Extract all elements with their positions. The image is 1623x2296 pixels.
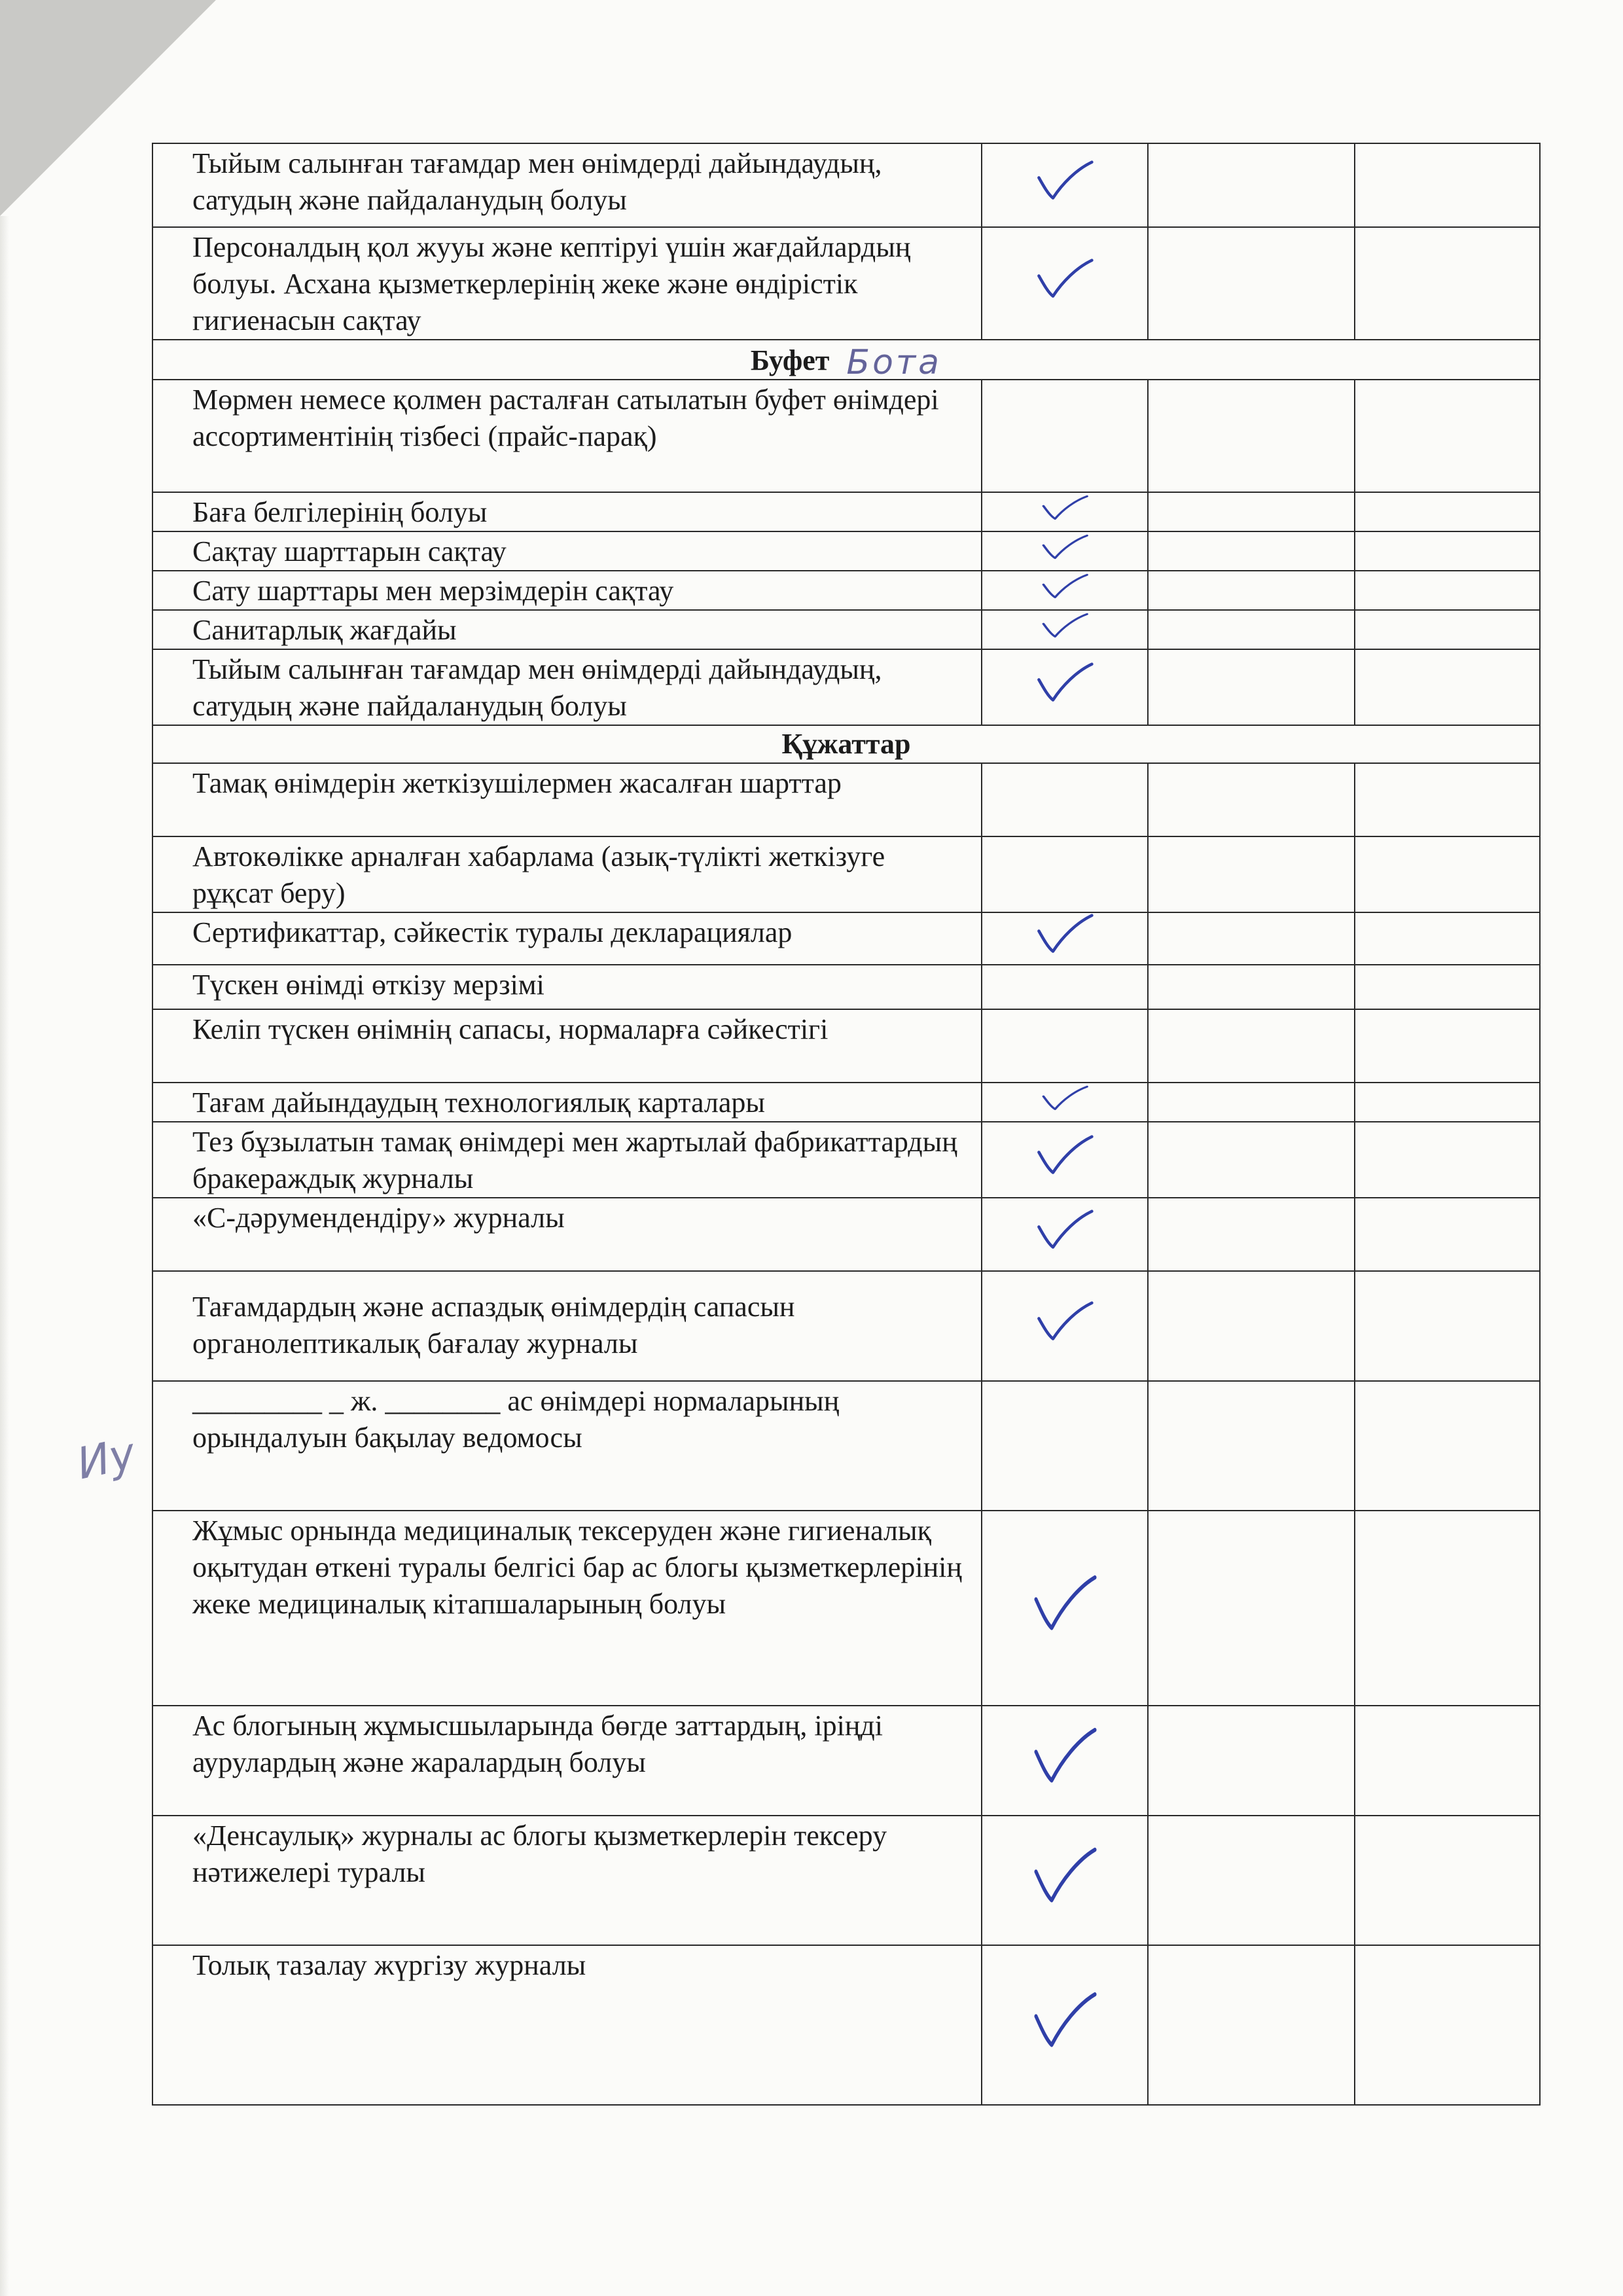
empty-cell xyxy=(1355,1009,1540,1083)
check-cell xyxy=(982,380,1148,492)
item-text: Сертификаттар, сәйкестік туралы декларациялар xyxy=(152,912,982,965)
check-mark-icon xyxy=(1032,1727,1097,1785)
scan-shadow-edge xyxy=(0,216,9,2296)
empty-cell xyxy=(1148,649,1355,725)
item-text: Тыйым салынған тағамдар мен өнімдерді дайындаудың, сатудың және пайдаланудың болуы xyxy=(152,143,982,227)
item-text: Тағам дайындаудың технологиялық карталары xyxy=(152,1083,982,1122)
check-cell xyxy=(982,227,1148,340)
empty-cell xyxy=(1355,965,1540,1009)
empty-cell xyxy=(1355,1706,1540,1816)
empty-cell xyxy=(1355,912,1540,965)
check-cell xyxy=(982,571,1148,610)
table-row xyxy=(152,143,1540,227)
empty-cell xyxy=(1148,1083,1355,1122)
table-row xyxy=(152,1083,1540,1122)
check-mark-icon xyxy=(1035,1209,1094,1251)
section-header-row xyxy=(152,725,1540,763)
empty-cell xyxy=(1355,1511,1540,1706)
table-row xyxy=(152,912,1540,965)
item-text: «Денсаулық» журналы ас блогы қызметкерлерін тексеру нәтижелері туралы xyxy=(152,1816,982,1945)
empty-cell xyxy=(1148,1198,1355,1271)
check-mark-icon xyxy=(1041,1085,1089,1111)
empty-cell xyxy=(1148,610,1355,649)
empty-cell xyxy=(1355,763,1540,836)
check-cell xyxy=(982,492,1148,531)
check-cell xyxy=(982,649,1148,725)
check-mark-icon xyxy=(1035,662,1094,704)
empty-cell xyxy=(1355,380,1540,492)
check-cell xyxy=(982,1122,1148,1198)
empty-cell xyxy=(1355,1198,1540,1271)
check-mark-icon xyxy=(1035,160,1094,202)
item-text: Персоналдың қол жууы және кептіруі үшін жағдайлардың болуы. Асхана қызметкерлерінің жеке және өндірістік гигиенасын сақтау xyxy=(152,227,982,340)
check-mark-icon xyxy=(1035,913,1094,955)
check-cell xyxy=(982,143,1148,227)
empty-cell xyxy=(1355,649,1540,725)
section-title xyxy=(152,340,1540,380)
empty-cell xyxy=(1355,227,1540,340)
check-mark-icon xyxy=(1032,1991,1097,2050)
check-cell xyxy=(982,965,1148,1009)
empty-cell xyxy=(1355,1945,1540,2105)
table-row xyxy=(152,1816,1540,1945)
empty-cell xyxy=(1355,1122,1540,1198)
item-text: Түскен өнімді өткізу мерзімі xyxy=(152,965,982,1009)
empty-cell xyxy=(1148,380,1355,492)
table-row xyxy=(152,1945,1540,2105)
check-cell xyxy=(982,531,1148,571)
empty-cell xyxy=(1355,531,1540,571)
section-header-row xyxy=(152,340,1540,380)
empty-cell xyxy=(1148,836,1355,912)
item-text: «С-дәрумендендіру» журналы xyxy=(152,1198,982,1271)
checklist-table xyxy=(152,143,1541,2106)
empty-cell xyxy=(1355,1381,1540,1511)
check-mark-icon xyxy=(1035,1134,1094,1176)
check-mark-icon xyxy=(1041,613,1089,639)
item-text: Тыйым салынған тағамдар мен өнімдерді дайындаудың, сатудың және пайдаланудың болуы xyxy=(152,649,982,725)
item-text: Жұмыс орнында медициналық тексеруден және гигиеналық оқытудан өткені туралы белгісі бар ас блогы қызметкерлерінің жеке медициналық кітапшаларының болуы xyxy=(152,1511,982,1706)
empty-cell xyxy=(1355,1083,1540,1122)
check-cell xyxy=(982,1511,1148,1706)
table-row xyxy=(152,380,1540,492)
check-cell xyxy=(982,1083,1148,1122)
check-mark-icon xyxy=(1041,534,1089,560)
table-row xyxy=(152,836,1540,912)
item-text: Сату шарттары мен мерзімдерін сақтау xyxy=(152,571,982,610)
section-title-text: Құжаттар xyxy=(781,728,911,760)
table-row xyxy=(152,1198,1540,1271)
section-title-text: Буфет xyxy=(750,344,830,376)
empty-cell xyxy=(1148,1381,1355,1511)
table-row xyxy=(152,571,1540,610)
check-mark-icon xyxy=(1035,258,1094,300)
handwritten-annotation: Бота xyxy=(846,343,942,382)
empty-cell xyxy=(1148,1816,1355,1945)
item-text: Тамақ өнімдерін жеткізушілермен жасалған шарттар xyxy=(152,763,982,836)
handwritten-margin-note: Иу xyxy=(72,1427,140,1490)
table-row xyxy=(152,1009,1540,1083)
table-row xyxy=(152,531,1540,571)
item-text: Автокөлікке арналған хабарлама (азық-түлікті жеткізуге рұқсат беру) xyxy=(152,836,982,912)
item-text: Келіп түскен өнімнің сапасы, нормаларға сәйкестігі xyxy=(152,1009,982,1083)
empty-cell xyxy=(1148,1945,1355,2105)
check-cell xyxy=(982,1816,1148,1945)
empty-cell xyxy=(1148,571,1355,610)
empty-cell xyxy=(1355,1271,1540,1381)
item-text: Мөрмен немесе қолмен расталған сатылатын буфет өнімдері ассортиментінің тізбесі (прайс-парақ) xyxy=(152,380,982,492)
table-row xyxy=(152,1271,1540,1381)
empty-cell xyxy=(1148,1271,1355,1381)
empty-cell xyxy=(1148,763,1355,836)
check-cell xyxy=(982,1009,1148,1083)
table-row xyxy=(152,1122,1540,1198)
table-row xyxy=(152,763,1540,836)
check-mark-icon xyxy=(1041,495,1089,521)
empty-cell xyxy=(1148,1511,1355,1706)
table-row xyxy=(152,227,1540,340)
table-row xyxy=(152,1706,1540,1816)
table-row xyxy=(152,965,1540,1009)
item-text: Санитарлық жағдайы xyxy=(152,610,982,649)
empty-cell xyxy=(1148,912,1355,965)
item-text: Толық тазалау жүргізу журналы xyxy=(152,1945,982,2105)
empty-cell xyxy=(1148,1009,1355,1083)
empty-cell xyxy=(1355,836,1540,912)
check-mark-icon xyxy=(1032,1574,1097,1633)
table-row xyxy=(152,1511,1540,1706)
empty-cell xyxy=(1148,492,1355,531)
check-mark-icon xyxy=(1035,1300,1094,1342)
empty-cell xyxy=(1355,143,1540,227)
table-row xyxy=(152,649,1540,725)
table-row xyxy=(152,1381,1540,1511)
empty-cell xyxy=(1355,1816,1540,1945)
item-text: Ас блогының жұмысшыларында бөгде заттардың, іріңді аурулардың және жаралардың болуы xyxy=(152,1706,982,1816)
check-cell xyxy=(982,1945,1148,2105)
empty-cell xyxy=(1148,1122,1355,1198)
check-cell xyxy=(982,1198,1148,1271)
item-text: Тағамдардың және аспаздық өнімдердің сапасын органолептикалық бағалау журналы xyxy=(152,1271,982,1381)
empty-cell xyxy=(1355,492,1540,531)
empty-cell xyxy=(1148,143,1355,227)
check-cell xyxy=(982,763,1148,836)
check-cell xyxy=(982,1271,1148,1381)
check-cell xyxy=(982,1381,1148,1511)
check-cell xyxy=(982,610,1148,649)
empty-cell xyxy=(1355,571,1540,610)
item-text: Баға белгілерінің болуы xyxy=(152,492,982,531)
check-cell xyxy=(982,836,1148,912)
check-mark-icon xyxy=(1041,573,1089,600)
check-cell xyxy=(982,912,1148,965)
check-mark-icon xyxy=(1032,1846,1097,1905)
check-cell xyxy=(982,1706,1148,1816)
empty-cell xyxy=(1355,610,1540,649)
item-text: Сақтау шарттарын сақтау xyxy=(152,531,982,571)
empty-cell xyxy=(1148,1706,1355,1816)
section-title xyxy=(152,725,1540,763)
empty-cell xyxy=(1148,531,1355,571)
item-text: Тез бұзылатын тамақ өнімдері мен жартылай фабрикаттардың бракераждық журналы xyxy=(152,1122,982,1198)
empty-cell xyxy=(1148,227,1355,340)
table-row xyxy=(152,610,1540,649)
item-text: _________ _ ж. ________ ас өнімдері нормаларының орындалуын бақылау ведомосы xyxy=(152,1381,982,1511)
empty-cell xyxy=(1148,965,1355,1009)
table-row xyxy=(152,492,1540,531)
